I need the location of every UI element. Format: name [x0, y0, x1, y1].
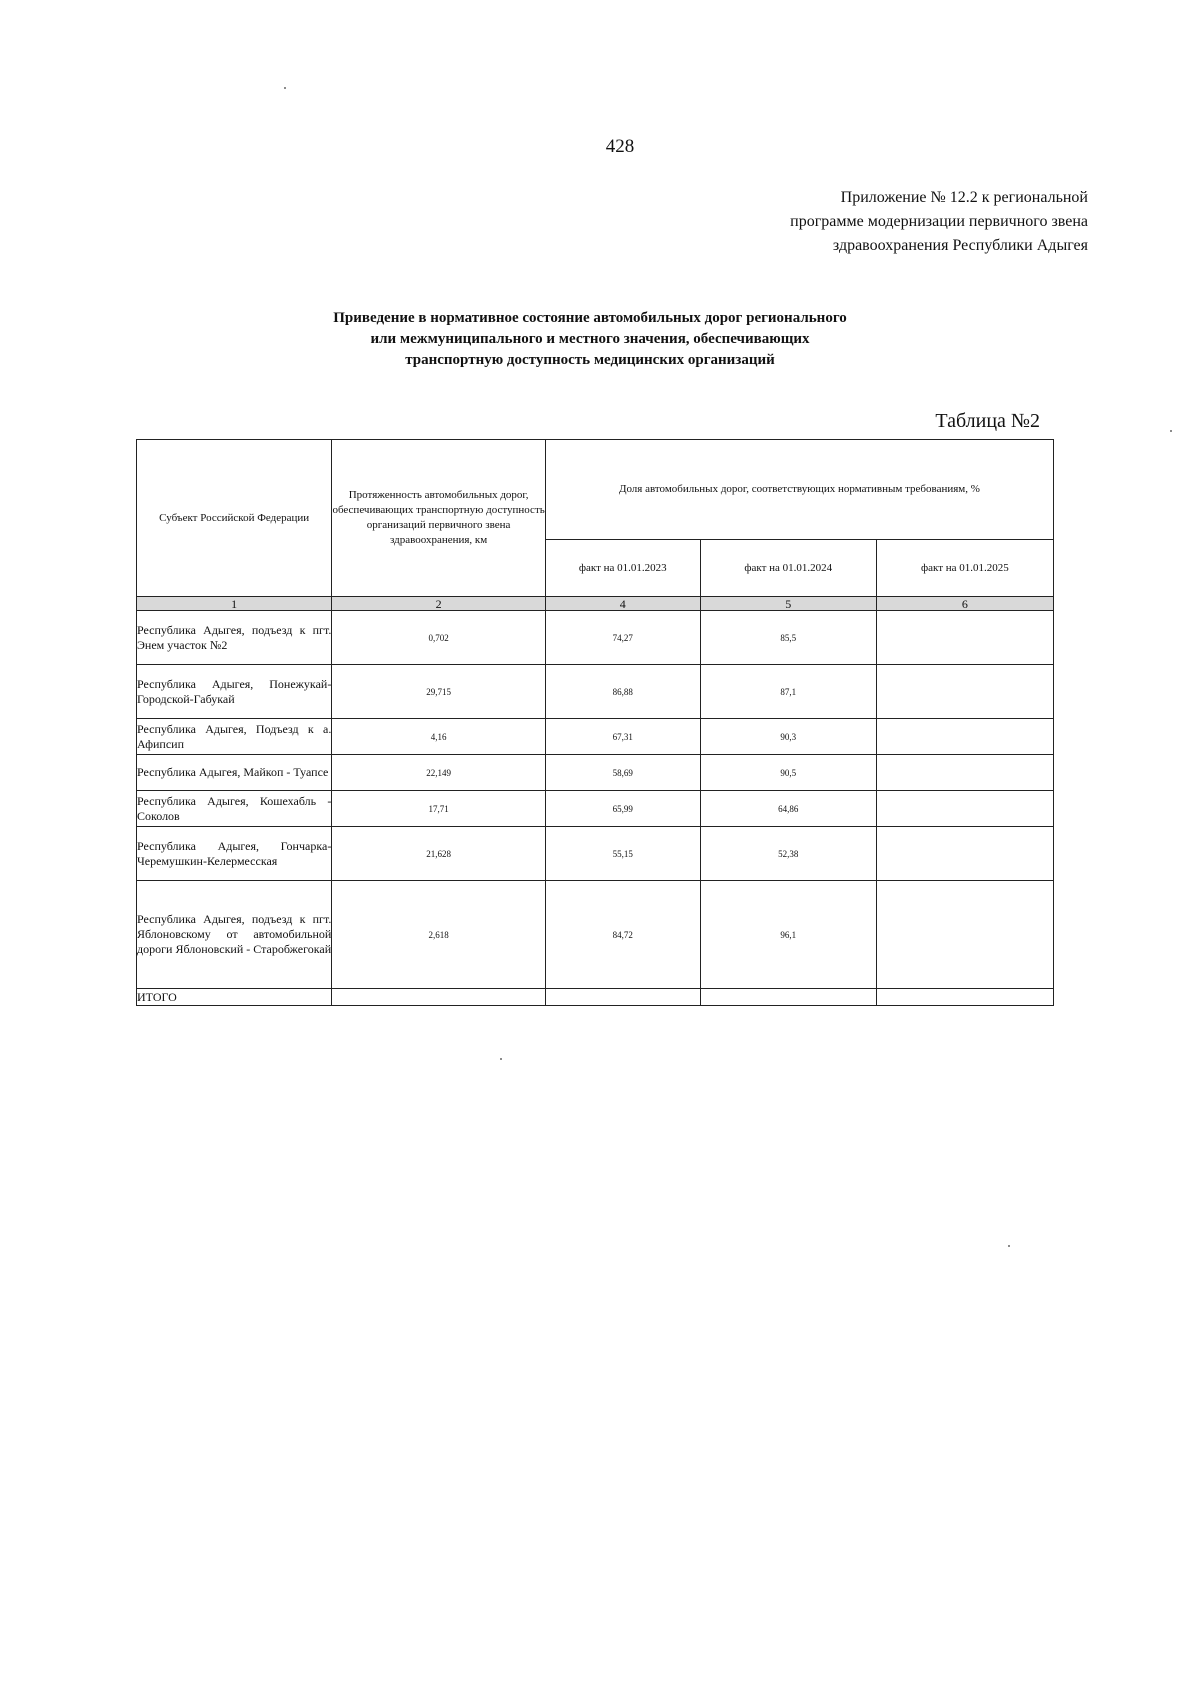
- column-number-row: [137, 597, 1054, 611]
- fact-2024-value: 96,1: [700, 881, 876, 989]
- fact-2023-value: 55,15: [545, 827, 700, 881]
- road-length: 17,71: [332, 791, 546, 827]
- header-share: Доля автомобильных дорог, соответствующих нормативным требованиям, %: [545, 440, 1053, 540]
- column-number: 1: [137, 597, 332, 611]
- column-number: 6: [876, 597, 1053, 611]
- road-length: 2,618: [332, 881, 546, 989]
- road-name: Республика Адыгея, подъезд к пгт. Энем участок №2: [137, 611, 332, 665]
- scan-speck: [1008, 1245, 1010, 1247]
- fact-2025-value: [876, 611, 1053, 665]
- header-row: [137, 440, 1054, 540]
- document-title: [200, 308, 980, 371]
- header-fact-2023: факт на 01.01.2023: [545, 540, 700, 597]
- road-length: 22,149: [332, 755, 546, 791]
- road-length: 29,715: [332, 665, 546, 719]
- fact-2025-value: [876, 755, 1053, 791]
- appendix-line: Приложение № 12.2 к региональной: [840, 189, 1088, 206]
- total-row: [137, 989, 1054, 1006]
- fact-2024-value: 64,86: [700, 791, 876, 827]
- fact-2025-value: [876, 665, 1053, 719]
- scan-speck: [284, 87, 286, 89]
- scan-speck: [1170, 430, 1172, 432]
- table-row: [137, 827, 1054, 881]
- fact-2024-value: 85,5: [700, 611, 876, 665]
- fact-2023-value: 84,72: [545, 881, 700, 989]
- road-length: 0,702: [332, 611, 546, 665]
- road-name: Республика Адыгея, Гончарка-Черемушкин-Келермесская: [137, 827, 332, 881]
- fact-2024-value: 87,1: [700, 665, 876, 719]
- fact-2025-value: [876, 719, 1053, 755]
- fact-2024-value: 90,3: [700, 719, 876, 755]
- fact-2024-value: 90,5: [700, 755, 876, 791]
- fact-2024-value: 52,38: [700, 827, 876, 881]
- table-row: [137, 719, 1054, 755]
- fact-2023-value: 58,69: [545, 755, 700, 791]
- roads-table: [136, 439, 1054, 1006]
- column-number: 2: [332, 597, 546, 611]
- header-length: Протяженность автомобильных дорог, обеспечивающих транспортную доступность организаций первичного звена здравоохранения, км: [332, 440, 546, 597]
- title-line: или межмуниципального и местного значения, обеспечивающих: [370, 331, 810, 347]
- table-row: [137, 611, 1054, 665]
- table-row: [137, 881, 1054, 989]
- appendix-line: программе модернизации первичного звена: [790, 213, 1088, 230]
- road-name: Республика Адыгея, подъезд к пгт. Яблоновскому от автомобильной дороги Яблоновский - Старобжегокай: [137, 881, 332, 989]
- fact-2023-value: 74,27: [545, 611, 700, 665]
- column-number: 4: [545, 597, 700, 611]
- fact-2023-value: 65,99: [545, 791, 700, 827]
- title-line: транспортную доступность медицинских организаций: [405, 352, 775, 368]
- table-row: [137, 665, 1054, 719]
- road-name: Республика Адыгея, Кошехабль - Соколов: [137, 791, 332, 827]
- total-fact-2023: [545, 989, 700, 1006]
- appendix-line: здравоохранения Республики Адыгея: [832, 237, 1088, 254]
- title-line: Приведение в нормативное состояние автомобильных дорог регионального: [333, 310, 847, 326]
- table-label: Таблица №2: [935, 410, 1040, 432]
- fact-2023-value: 86,88: [545, 665, 700, 719]
- header-fact-2025: факт на 01.01.2025: [876, 540, 1053, 597]
- fact-2025-value: [876, 827, 1053, 881]
- column-number: 5: [700, 597, 876, 611]
- road-name: Республика Адыгея, Подъезд к а. Афипсип: [137, 719, 332, 755]
- total-fact-2025: [876, 989, 1053, 1006]
- fact-2025-value: [876, 791, 1053, 827]
- road-name: Республика Адыгея, Майкоп - Туапсе: [137, 755, 332, 791]
- fact-2023-value: 67,31: [545, 719, 700, 755]
- header-subject: Субъект Российской Федерации: [137, 440, 332, 597]
- total-fact-2024: [700, 989, 876, 1006]
- road-length: 21,628: [332, 827, 546, 881]
- scan-speck: [500, 1058, 502, 1060]
- appendix-note: [668, 186, 1088, 258]
- fact-2025-value: [876, 881, 1053, 989]
- table-row: [137, 755, 1054, 791]
- page-number: 428: [605, 136, 635, 157]
- total-length: [332, 989, 546, 1006]
- total-label: ИТОГО: [137, 989, 332, 1006]
- table-row: [137, 791, 1054, 827]
- road-length: 4,16: [332, 719, 546, 755]
- header-fact-2024: факт на 01.01.2024: [700, 540, 876, 597]
- road-name: Республика Адыгея, Понежукай-Городской-Габукай: [137, 665, 332, 719]
